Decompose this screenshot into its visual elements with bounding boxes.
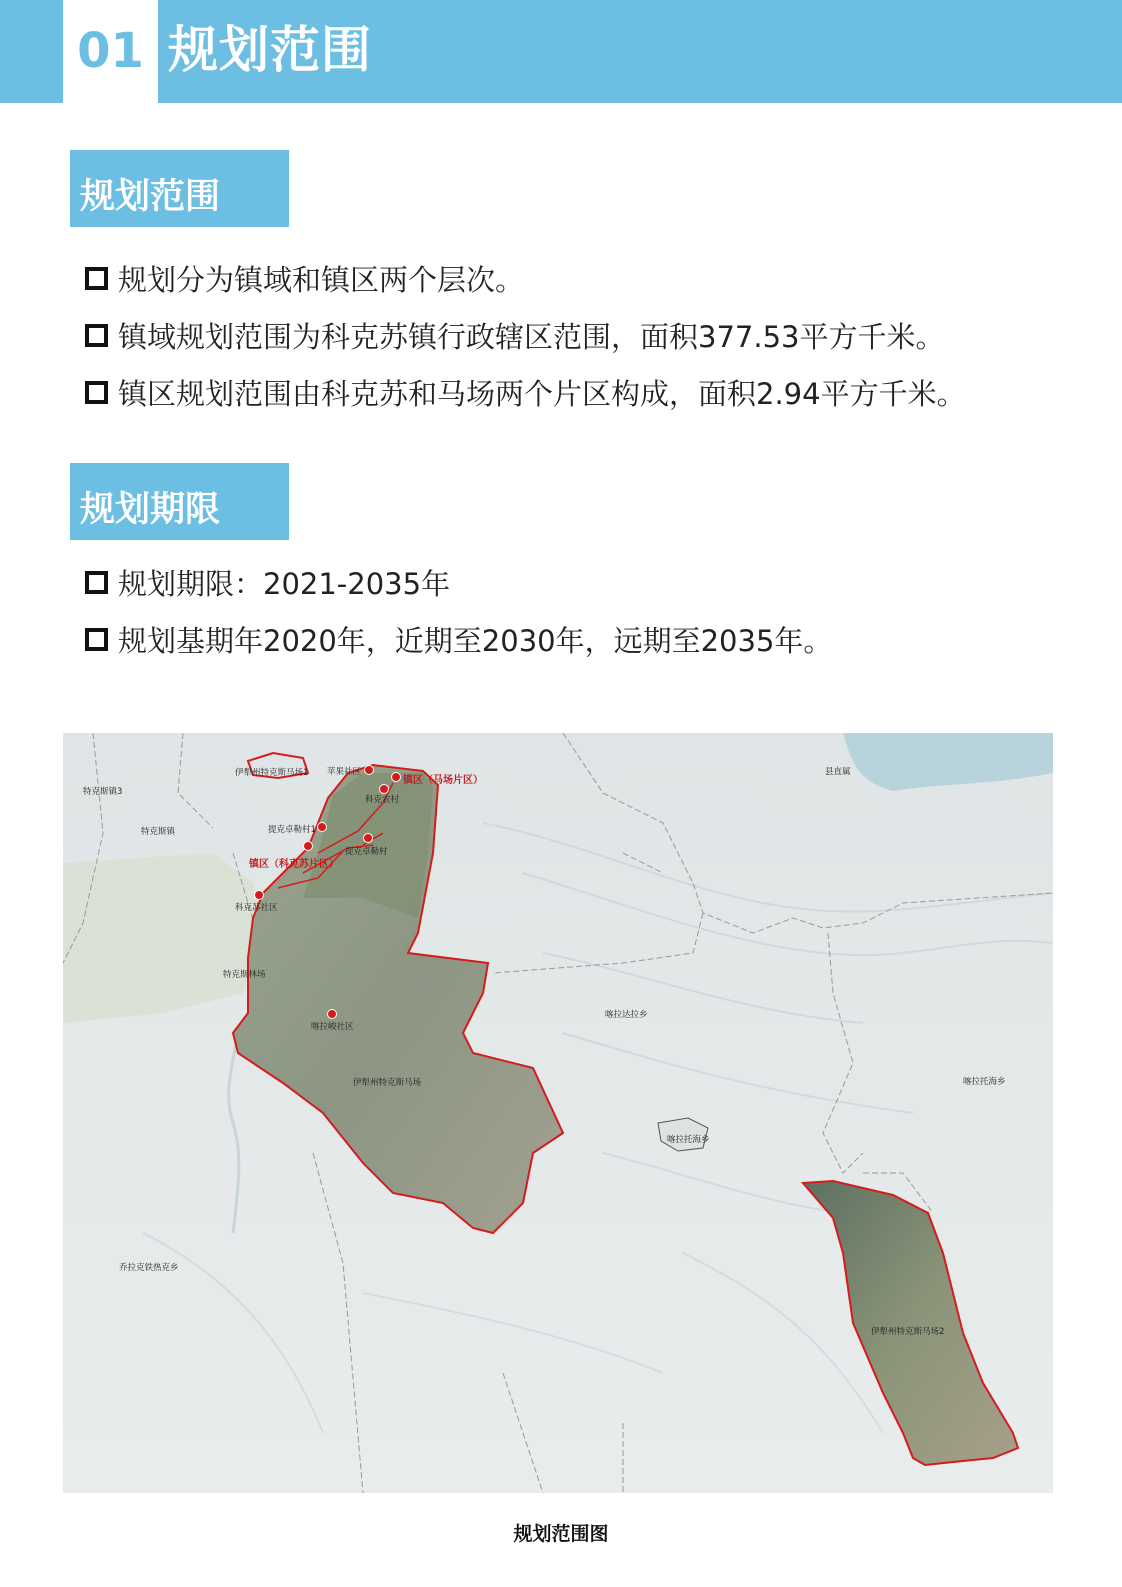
location-dot-kekesu-shequ (254, 890, 264, 900)
location-dot-machang (391, 772, 401, 782)
checkbox-square-icon (85, 267, 108, 290)
scope-bullet-1-text: 规划分为镇域和镇区两个层次。 (118, 262, 525, 297)
checkbox-square-icon (85, 381, 108, 404)
label-yili-ranch: 伊犁州特克斯马场 (353, 1078, 422, 1088)
location-dot-tikezhuo1 (317, 822, 327, 832)
label-tikezhuo: 提克卓勒村 (345, 847, 388, 857)
period-bullet-2 (85, 619, 832, 659)
period-bullet-1-text: 规划期限：2021-2035年 (118, 566, 451, 601)
scope-bullet-2-text: 镇域规划范围为科克苏镇行政辖区范围，面积377.53平方千米。 (118, 319, 945, 354)
label-tekes-forest: 特克斯林场 (223, 970, 266, 980)
label-kekesu-shequ: 科克苏社区 (235, 903, 278, 913)
planning-scope-map (63, 733, 1053, 1493)
map-canvas (63, 733, 1053, 1493)
scope-bullet-3-text: 镇区规划范围由科克苏和马场两个片区构成，面积2.94平方千米。 (118, 376, 966, 411)
label-tikezhuo1: 提克卓勒村1 (268, 825, 316, 835)
label-qiaola: 乔拉克铁热克乡 (119, 1263, 179, 1273)
label-kekenongcun: 科克农村 (365, 795, 400, 805)
checkbox-square-icon (85, 628, 108, 651)
label-xianzhishu: 县直属 (825, 767, 851, 777)
period-bullet-1 (85, 562, 450, 602)
label-pingguo: 苹果社区 (327, 767, 362, 777)
map-caption: 规划范围图 (513, 1523, 609, 1545)
label-yili-ranch1: 伊犁州特克斯马场1 (235, 768, 309, 778)
period-bullet-2-text: 规划基期年2020年，近期至2030年，远期至2035年。 (118, 623, 833, 658)
location-dot-kalajun (327, 1009, 337, 1019)
section-heading-scope (70, 150, 289, 227)
scope-bullet-3 (85, 372, 966, 412)
location-dot-pingguo (364, 765, 374, 775)
section-heading-scope-label: 规划范围 (80, 177, 221, 217)
label-yili-ranch2: 伊犁州特克斯马场2 (871, 1327, 945, 1337)
label-tekes: 特克斯镇 (141, 827, 176, 837)
label-tekes3: 特克斯镇3 (83, 787, 123, 797)
scope-bullet-2 (85, 315, 944, 355)
page-title: 规划范围 (168, 21, 372, 79)
scope-bullet-1 (85, 258, 524, 298)
location-dot-tikezhuo (363, 833, 373, 843)
checkbox-square-icon (85, 324, 108, 347)
label-kaladala: 喀拉达拉乡 (605, 1010, 648, 1020)
label-kalatuohai: 喀拉托海乡 (963, 1077, 1006, 1087)
checkbox-square-icon (85, 571, 108, 594)
section-number: 01 (77, 23, 144, 79)
section-heading-period-label: 规划期限 (80, 490, 221, 530)
label-zhenqu-kekesu: 镇区（科克苏片区） (249, 859, 339, 870)
location-dot-kekesu (303, 841, 313, 851)
label-kalajun-shequ: 喀拉峻社区 (311, 1022, 354, 1032)
label-kalatuohai-enclave: 喀拉托海乡 (667, 1135, 710, 1145)
location-dot-kekenongcun (379, 784, 389, 794)
section-heading-period (70, 463, 289, 540)
label-zhenqu-machang: 镇区（马场片区） (403, 775, 483, 786)
